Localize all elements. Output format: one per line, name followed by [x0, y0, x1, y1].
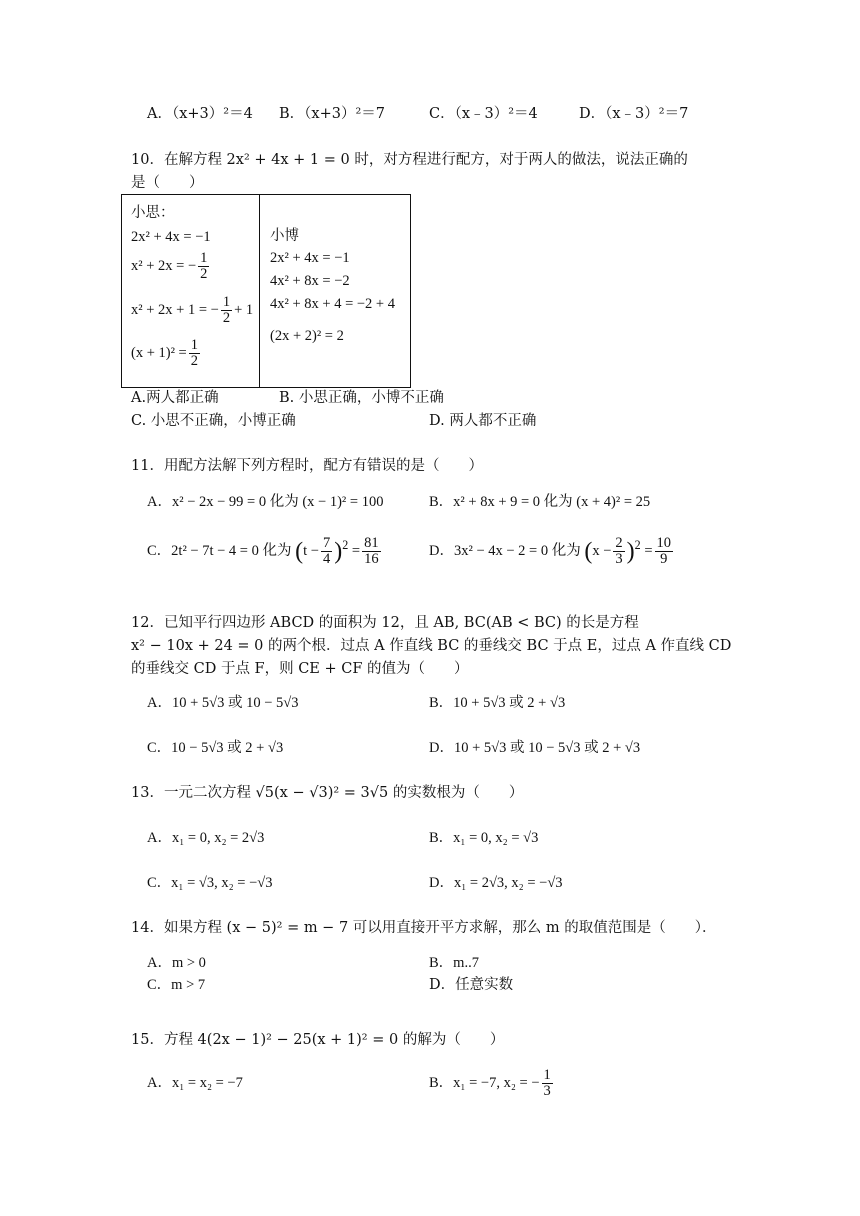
xiaosi-label: 小思：: [131, 205, 175, 221]
q10-option-b: B. 小思正确，小博不正确: [279, 390, 444, 406]
q14-option-b: B．m..7: [429, 955, 479, 971]
q10-option-a: A.两人都正确: [131, 390, 219, 406]
q10-stem-line1: 10．在解方程 2x² + 4x + 1 = 0 时，对方程进行配方，对于两人的做法，说法正确的: [131, 152, 688, 168]
xiaobo-step-1: 2x² + 4x = −1: [270, 250, 350, 266]
table-divider: [259, 195, 260, 387]
xiaosi-step-1: 2x² + 4x = −1: [131, 229, 211, 245]
xiaosi-step-3: x² + 2x + 1 = − $\frac{1}{2}$ + 1: [131, 294, 254, 327]
q10-option-c: C. 小思不正确，小博正确: [131, 413, 296, 429]
q13-option-b: B．x₁ = 0, x₂ = √3: [429, 830, 539, 846]
xiaobo-step-3: 4x² + 8x + 4 = −2 + 4: [270, 296, 395, 312]
xiaobo-step-4: (2x + 2)² = 2: [270, 328, 344, 344]
q14-option-a: A．m > 0: [147, 955, 206, 971]
q12-option-d: D．10 + 5√3 或 10 − 5√3 或 2 + √3: [429, 740, 641, 756]
q14-stem: 14．如果方程 (x − 5)² = m − 7 可以用直接开平方求解，那么 m 的取值范围是（ ）．: [131, 920, 717, 936]
q11-option-a: A．x² − 2x − 99 = 0 化为 (x − 1)² = 100: [147, 494, 384, 510]
q15-option-a: A．x₁ = x₂ = −7: [147, 1075, 243, 1091]
xiaobo-label: 小博: [270, 228, 299, 244]
q12-stem-line2: x² − 10x + 24 = 0 的两个根．过点 A 作直线 BC 的垂线交 BC 于点 E，过点 A 作直线 CD: [131, 638, 732, 654]
q11-option-d: D．3x² − 4x − 2 = 0 化为 (x − $\frac{2}{3}$ )$^2$ = $\frac{10}{9}$: [429, 535, 672, 568]
q11-option-b: B．x² + 8x + 9 = 0 化为 (x + 4)² = 25: [429, 494, 651, 510]
q13-option-a: A．x₁ = 0, x₂ = 2√3: [147, 830, 265, 846]
q9-option-d: D．（x﹣3）²＝7: [579, 106, 689, 122]
q11-stem: 11．用配方法解下列方程时，配方有错误的是（ ）: [131, 458, 483, 474]
q13-stem: 13．一元二次方程 √5(x − √3)² = 3√5 的实数根为（ ）: [131, 785, 524, 801]
q9-option-a: A．（x+3）²＝4: [147, 106, 253, 122]
q12-option-b: B．10 + 5√3 或 2 + √3: [429, 695, 566, 711]
q15-stem: 15．方程 4(2x − 1)² − 25(x + 1)² = 0 的解为（ ）: [131, 1032, 505, 1048]
xiaosi-step-2: x² + 2x = − $\frac{1}{2}$: [131, 250, 208, 283]
q11-option-c: C．2t² − 7t − 4 = 0 化为 (t − $\frac{7}{4}$ )$^2$ = $\frac{81}{16}$: [147, 535, 379, 568]
xiaosi-step-4: (x + 1)² = $\frac{1}{2}$: [131, 337, 198, 370]
xiaobo-step-2: 4x² + 8x = −2: [270, 273, 350, 289]
q15-option-b: B．x₁ = −7, x₂ = − $\frac{1}{3}$: [429, 1067, 551, 1100]
q14-option-d: D．任意实数: [429, 977, 514, 993]
q12-stem-line3: 的垂线交 CD 于点 F，则 CE + CF 的值为（ ）: [131, 661, 469, 677]
q9-option-c: C．（x﹣3）²＝4: [429, 106, 538, 122]
q14-option-c: C．m > 7: [147, 977, 206, 993]
q9-option-b: B．（x+3）²＝7: [279, 106, 385, 122]
q12-option-a: A．10 + 5√3 或 10 − 5√3: [147, 695, 299, 711]
q10-option-d: D. 两人都不正确: [429, 413, 537, 429]
q10-stem-line2: 是（ ）: [131, 175, 204, 191]
q13-option-c: C．x₁ = √3, x₂ = −√3: [147, 875, 273, 891]
q12-option-c: C．10 − 5√3 或 2 + √3: [147, 740, 284, 756]
q12-stem-line1: 12．已知平行四边形 ABCD 的面积为 12，且 AB, BC(AB < BC) 的长是方程: [131, 615, 639, 631]
q13-option-d: D．x₁ = 2√3, x₂ = −√3: [429, 875, 563, 891]
